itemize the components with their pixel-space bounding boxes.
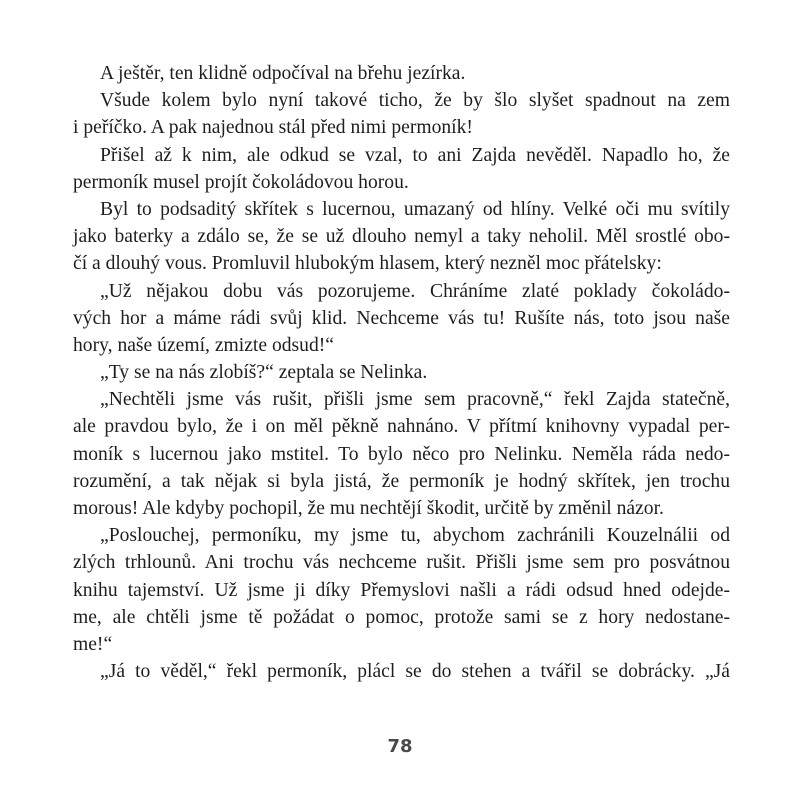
text-line: čí a dlouhý vous. Promluvil hlubokým hlasem, který nezněl moc přátelsky: xyxy=(73,253,662,275)
book-page-text xyxy=(73,60,730,685)
text-line: „Já to věděl,“ řekl permoník, plácl se do stehen a tvářil se dobrácky. „Já xyxy=(100,661,730,683)
text-line: knihu tajemství. Už jsme ji díky Přemyslovi našli a rádi odsud hned odejde- xyxy=(73,579,730,601)
text-line: ale pravdou bylo, že i on měl pěkně nahnáno. V přítmí knihovny vypadal per- xyxy=(73,416,730,438)
text-line: i peříčko. A pak najednou stál před nimi permoník! xyxy=(73,117,473,139)
text-line: Přišel až k nim, ale odkud se vzal, to ani Zajda nevěděl. Napadlo ho, že xyxy=(100,144,730,166)
text-line: jako baterky a zdálo se, že se už dlouho nemyl a taky neholil. Měl srostlé obo- xyxy=(73,226,730,248)
text-line: me!“ xyxy=(73,633,113,655)
text-line: Všude kolem bylo nyní takové ticho, že by šlo slyšet spadnout na zem xyxy=(100,90,730,112)
text-line: „Poslouchej, permoníku, my jsme tu, abychom zachránili Kouzelnálii od xyxy=(100,525,730,547)
text-line: me, ale chtěli jsme tě požádat o pomoc, protože sami se z hory nedostane- xyxy=(73,606,730,628)
text-line: vých hor a máme rádi svůj klid. Nechceme vás tu! Rušíte nás, toto jsou naše xyxy=(73,307,730,329)
text-line: moník s lucernou jako mstitel. To bylo něco pro Nelinku. Neměla ráda nedo- xyxy=(73,443,730,465)
text-line: „Nechtěli jsme vás rušit, přišli jsme sem pracovně,“ řekl Zajda statečně, xyxy=(100,389,730,411)
text-line: zlých trhlounů. Ani trochu vás nechceme rušit. Přišli jsme sem pro posvátnou xyxy=(73,552,730,574)
text-line: hory, naše území, zmizte odsud!“ xyxy=(73,334,334,356)
page-number: 78 xyxy=(387,736,413,757)
text-line: rozumění, a tak nějak si byla jistá, že permoník je hodný skřítek, jen trochu xyxy=(73,470,730,492)
text-line: permoník musel projít čokoládovou horou. xyxy=(73,171,409,193)
text-line: Byl to podsaditý skřítek s lucernou, umazaný od hlíny. Velké oči mu svítily xyxy=(100,198,730,220)
text-line: „Ty se na nás zlobíš?“ zeptala se Nelinka. xyxy=(100,362,428,384)
text-line: „Už nějakou dobu vás pozorujeme. Chráníme zlaté poklady čokoládo- xyxy=(100,280,730,302)
text-line: morous! Ale kdyby pochopil, že mu nechtějí škodit, určitě by změnil názor. xyxy=(73,498,664,519)
text-line: A ještěr, ten klidně odpočíval na břehu jezírka. xyxy=(100,63,466,84)
